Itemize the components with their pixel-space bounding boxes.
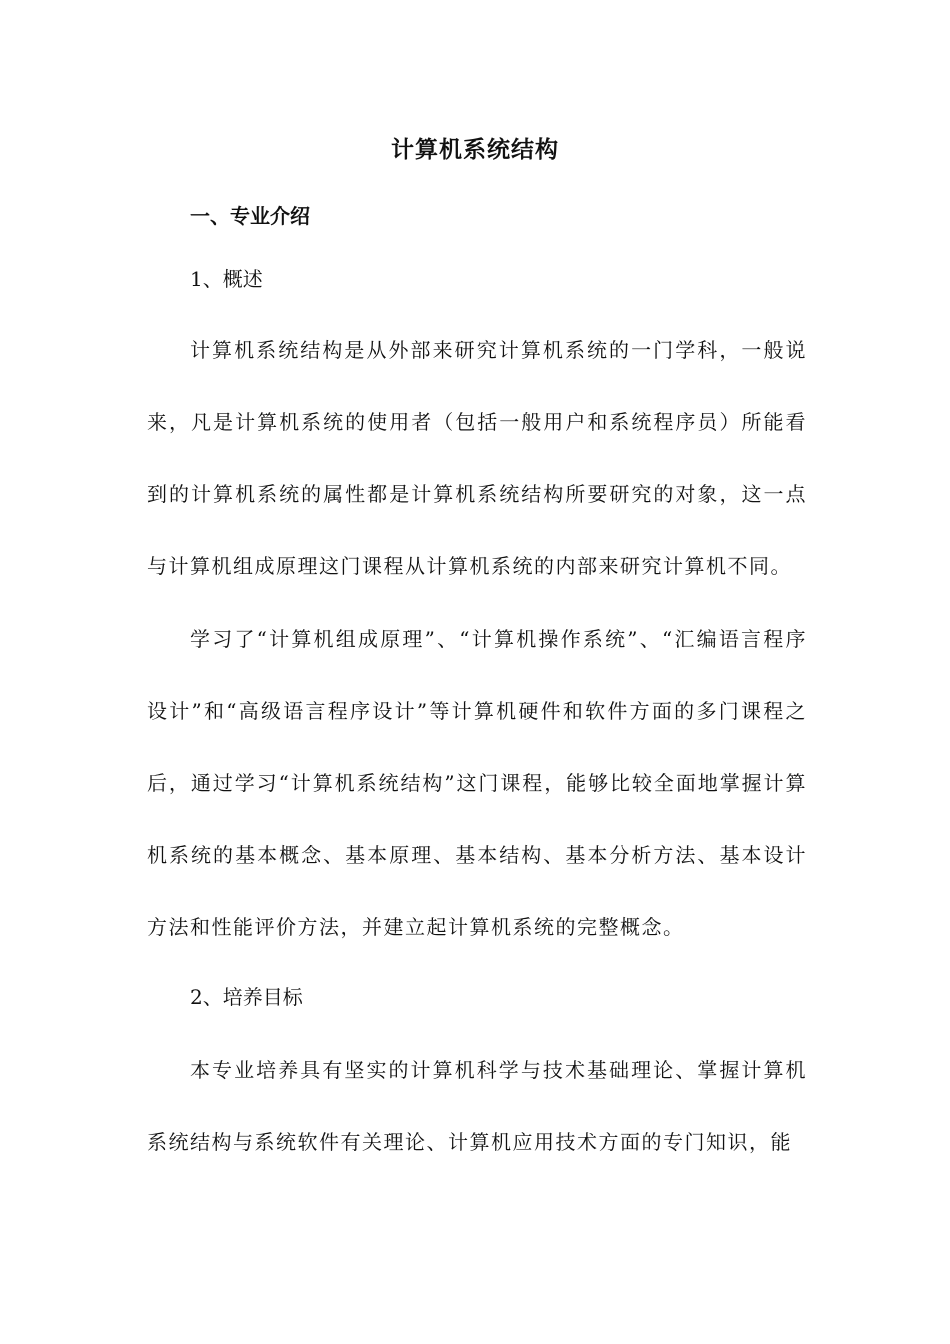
- subheading-goals: 2、培养目标: [190, 985, 303, 1009]
- subheading-overview: 1、概述: [190, 267, 263, 291]
- paragraph-overview-2: 学习了“计算机组成原理”、“计算机操作系统”、“汇编语言程序设计”和“高级语言程序设计”等计算机硬件和软件方面的多门课程之后，通过学习“计算机系统结构”这门课程，能够比较全面地掌握计算机系统的基本概念、基本原理、基本结构、基本分析方法、基本设计方法和性能评价方法，并建立起计算机系统的完整概念。: [147, 627, 807, 939]
- paragraph-overview-1: 计算机系统结构是从外部来研究计算机系统的一门学科，一般说来，凡是计算机系统的使用者（包括一般用户和系统程序员）所能看到的计算机系统的属性都是计算机系统结构所要研究的对象，这一点与计算机组成原理这门课程从计算机系统的内部来研究计算机不同。: [147, 338, 807, 578]
- paragraph-goals-1: 本专业培养具有坚实的计算机科学与技术基础理论、掌握计算机系统结构与系统软件有关理论、计算机应用技术方面的专门知识，能: [147, 1058, 807, 1154]
- document-title: 计算机系统结构: [391, 136, 559, 163]
- section-heading-intro: 一、专业介绍: [190, 204, 310, 228]
